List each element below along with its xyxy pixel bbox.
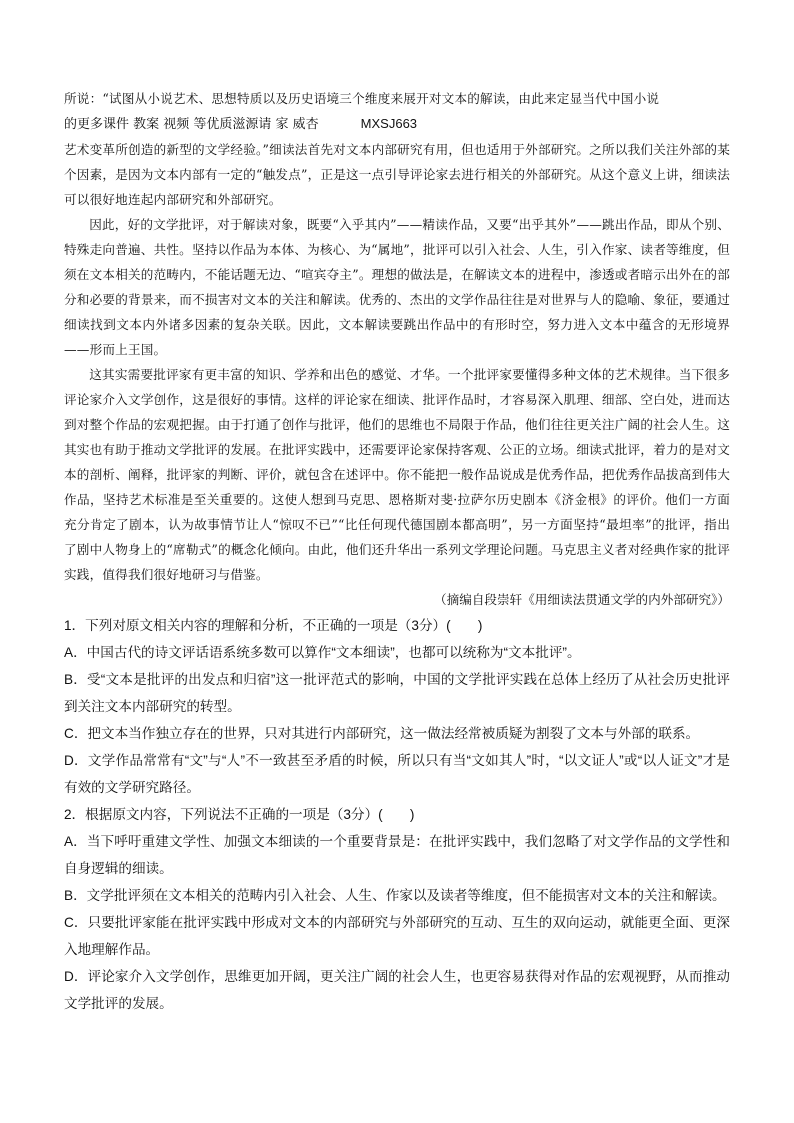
document-page (64, 86, 730, 1017)
passage-paragraph-2: 这其实需要批评家有更丰富的知识、学养和出色的感觉、才华。一个批评家要懂得多种文体的艺术规律。当下很多评论家介入文学创作，这是很好的事情。这样的评论家在细读、批评作品时，才容易深入肌理、细部、空白处，进而达到对整个作品的宏观把握。由于打通了创作与批评，他们的思维也不局限于作品，他们往往更关注广阔的社会人生。这其实也有助于推动文学批评的发展。在批评实践中，还需要评论家保持客观、公正的立场。细读式批评，着力的是对文本的剖析、阐释，批评家的判断、评价，就包含在述评中。你不能把一般作品说成是优秀作品，把优秀作品拔高到伟大作品，坚持艺术标准是至关重要的。这使人想到马克思、恩格斯对斐·拉萨尔历史剧本《济金根》的评价。他们一方面充分肯定了剧本，认为故事情节让人“惊叹不已”“比任何现代德国剧本都高明”，另一方面坚持“最坦率”的批评，指出了剧中人物身上的“席勒式”的概念化倾向。由此，他们还升华出一系列文学理论问题。马克思主义者对经典作家的批评实践，值得我们很好地研习与借鉴。 (64, 367, 730, 582)
question-option: C．把文本当作独立存在的世界，只对其进行内部研究，这一做法经常被质疑为割裂了文本与外部的联系。 (64, 726, 700, 741)
question-1 (64, 612, 730, 801)
question-stem: 1．下列对原文相关内容的理解和分析，不正确的一项是（3分）( ) (64, 618, 483, 633)
question-option: D．评论家介入文学创作，思维更加开阔，更关注广阔的社会人生，也更容易获得对作品的宏观视野，从而推动文学批评的发展。 (64, 969, 730, 1011)
question-option: D．文学作品常常有“文”与“人”不一致甚至矛盾的时候，所以只有当“文如其人”时，“以文证人”或“以人证文”才是有效的文学研究路径。 (64, 753, 730, 795)
question-2 (64, 801, 730, 1017)
passage-paragraph-1: 因此，好的文学批评，对于解读对象，既要“入乎其内”——精读作品，又要“出乎其外”——跳出作品，即从个别、特殊走向普遍、共性。坚持以作品为本体、为核心、为“属地”，批评可以引入社会、人生，引入作家、读者等维度，但须在文本相关的范畴内，不能话题无边、“喧宾夺主”。理想的做法是，在解读文本的进程中，渗透或者暗示出外在的部分和必要的背景来，而不损害对文本的关注和解读。优秀的、杰出的文学作品往往是对世界与人的隐喻、象征，要通过细读找到文本内外诸多因素的复杂关联。因此，文本解读要跳出作品中的有形时空，努力进入文本中蕴含的无形境界——形而上王国。 (64, 217, 730, 357)
ad-code: MXSJ663 (360, 116, 418, 131)
question-option: C．只要批评家能在批评实践中形成对文本的内部研究与外部研究的互动、互生的双向运动，就能更全面、更深入地理解作品。 (64, 915, 730, 957)
passage-source: （摘编自段崇轩《用细读法贯通文学的内外部研究》） (434, 592, 730, 607)
ad-text: 的更多课件 教案 视频 等优质滋源请 家 威杏 (64, 117, 319, 132)
question-option: B．文学批评须在文本相关的范畴内引入社会、人生、作家以及读者等维度，但不能损害对文本的关注和解读。 (64, 888, 726, 903)
passage-paragraph-0: 艺术变革所创造的新型的文学经验。”细读法首先对文本内部研究有用，但也适用于外部研究。之所以我们关注外部的某个因素，是因为文本内部有一定的“触发点”，正是这一点引导评论家去进行相关的外部研究。从这个意义上讲，细读法可以很好地连起内部研究和外部研究。 (64, 142, 730, 207)
resource-ad-line (64, 111, 730, 137)
passage-line-1: 所说：“试图从小说艺术、思想特质以及历史语境三个维度来展开对文本的解读，由此来定显当代中国小说 (64, 91, 660, 106)
question-option: B．受“文本是批评的出发点和归宿”这一批评范式的影响，中国的文学批评实践在总体上经历了从社会历史批评到关注文本内部研究的转型。 (64, 672, 730, 714)
question-option: A．中国古代的诗文评话语系统多数可以算作“文本细读”，也都可以统称为“文本批评”。 (64, 645, 581, 660)
question-option: A．当下呼吁重建文学性、加强文本细读的一个重要背景是：在批评实践中，我们忽略了对文学作品的文学性和自身逻辑的细读。 (64, 834, 730, 876)
question-stem: 2．根据原文内容，下列说法不正确的一项是（3分）( ) (64, 807, 415, 822)
